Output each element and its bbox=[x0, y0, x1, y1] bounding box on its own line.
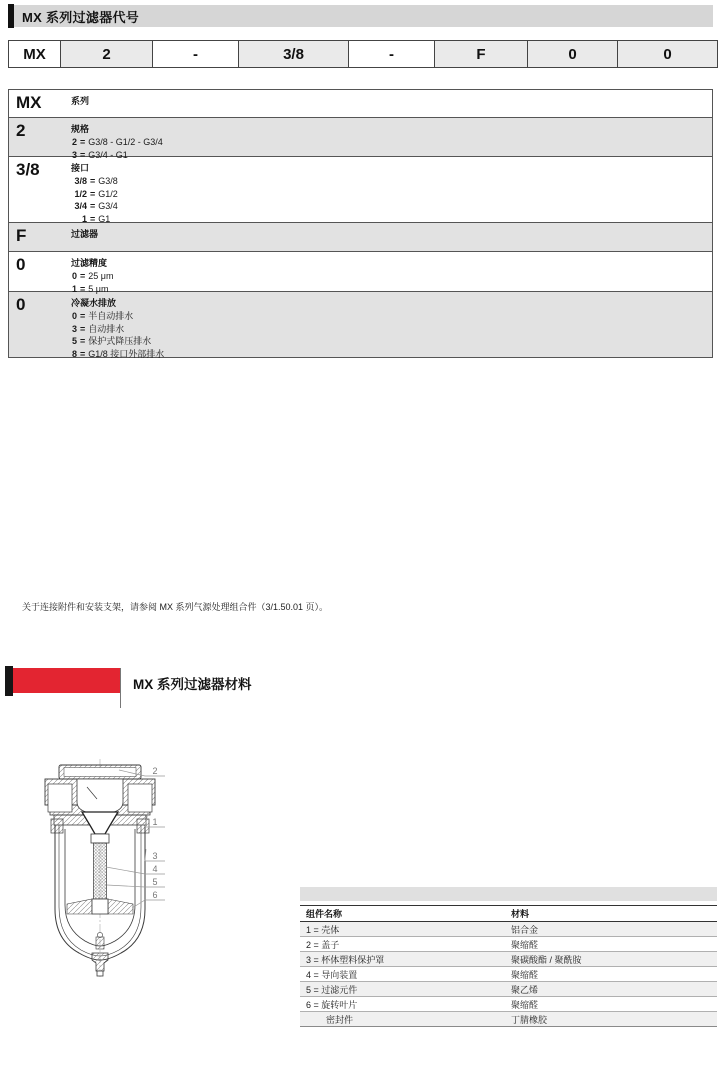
code-cell-5: F bbox=[434, 41, 527, 67]
material-value: 聚碳酸酯 / 聚酰胺 bbox=[511, 954, 582, 965]
spec-option: 2 = G3/8 - G1/2 - G3/4 bbox=[71, 137, 163, 148]
material-value: 聚缩醛 bbox=[511, 939, 539, 950]
callout-label-2: 2 bbox=[152, 766, 158, 776]
header-accent-bar bbox=[8, 4, 14, 28]
code-cell-3: 3/8 bbox=[238, 41, 348, 67]
material-value: 丁腈橡胶 bbox=[511, 1014, 548, 1025]
spec-option: 0 = 半自动排水 bbox=[71, 311, 134, 322]
banner-red-block bbox=[13, 668, 120, 693]
materials-table bbox=[300, 887, 717, 1027]
spec-option: 8 = G1/8 接口外部排水 bbox=[71, 348, 165, 359]
spec-row-code: 0 bbox=[16, 295, 26, 314]
code-cell-6: 0 bbox=[527, 41, 617, 67]
spec-option: 3 = 自动排水 bbox=[71, 323, 125, 334]
spec-row-title: 过滤器 bbox=[71, 229, 99, 239]
spec-row-title: 接口 bbox=[71, 163, 90, 173]
materials-table-top-bar bbox=[300, 887, 717, 901]
callout-label-3: 3 bbox=[152, 851, 158, 861]
spec-option: 0 = 25 μm bbox=[71, 271, 114, 282]
section-header-code bbox=[8, 5, 713, 27]
material-name: 3 = 杯体塑料保护罩 bbox=[306, 954, 385, 965]
material-row-6 bbox=[300, 1012, 717, 1027]
spec-row-title: 过滤精度 bbox=[71, 258, 108, 268]
filter-cross-section-diagram bbox=[35, 757, 165, 979]
material-name: 密封件 bbox=[326, 1014, 354, 1025]
callout-label-1: 1 bbox=[152, 817, 158, 827]
reference-note: 关于连接附件和安装支架，请参阅 MX 系列气源处理组合件（3/1.50.01 页）。 bbox=[22, 602, 329, 612]
material-row-0 bbox=[300, 922, 717, 937]
spec-row-content bbox=[71, 292, 164, 357]
spec-row-code: 3/8 bbox=[16, 160, 40, 179]
filter-element-part bbox=[94, 843, 107, 899]
spec-row-title: 冷凝水排放 bbox=[71, 298, 117, 308]
spec-row-code: F bbox=[16, 226, 27, 245]
right-port bbox=[128, 784, 152, 812]
spec-row-2 bbox=[9, 157, 712, 223]
spec-row-content bbox=[71, 90, 89, 117]
material-row-4 bbox=[300, 982, 717, 997]
spec-row-5 bbox=[9, 292, 712, 357]
vane-part bbox=[67, 899, 92, 914]
material-value: 铝合金 bbox=[511, 924, 539, 935]
drain-part bbox=[92, 953, 108, 971]
material-name: 6 = 旋转叶片 bbox=[306, 999, 358, 1010]
spec-option: 3/4 = G3/4 bbox=[74, 201, 118, 212]
spec-row-content bbox=[71, 223, 98, 251]
spec-row-code: 2 bbox=[16, 121, 26, 140]
material-name: 4 = 导向装置 bbox=[306, 969, 358, 980]
material-row-1 bbox=[300, 937, 717, 952]
material-value: 聚缩醛 bbox=[511, 969, 539, 980]
material-name: 5 = 过滤元件 bbox=[306, 984, 358, 995]
column-header-material: 材料 bbox=[511, 909, 530, 919]
spec-row-title: 系列 bbox=[71, 96, 90, 106]
code-cell-7: 0 bbox=[617, 41, 718, 67]
callout-label-6: 6 bbox=[152, 890, 158, 900]
column-header-name: 组件名称 bbox=[306, 909, 343, 919]
material-row-3 bbox=[300, 967, 717, 982]
code-cell-4: - bbox=[348, 41, 434, 67]
spec-row-4 bbox=[9, 252, 712, 292]
material-value: 聚乙烯 bbox=[511, 984, 539, 995]
ordering-code-row bbox=[8, 40, 718, 68]
ordering-code-table bbox=[8, 89, 713, 358]
section-title: MX 系列过滤器代号 bbox=[22, 9, 140, 25]
material-value: 聚缩醛 bbox=[511, 999, 539, 1010]
spec-option: 3/8 = G3/8 bbox=[74, 176, 118, 187]
callout-label-4: 4 bbox=[152, 864, 158, 874]
spec-row-content bbox=[71, 118, 163, 160]
guide-part bbox=[91, 834, 109, 843]
material-name: 2 = 盖子 bbox=[306, 939, 340, 950]
spec-row-1 bbox=[9, 118, 712, 160]
spec-row-code: 0 bbox=[16, 255, 26, 274]
spec-option: 1 = 5 μm bbox=[71, 283, 109, 294]
spec-row-code: MX bbox=[16, 93, 42, 112]
spec-row-title: 规格 bbox=[71, 124, 90, 134]
spec-option: 1 = G1 bbox=[81, 213, 111, 224]
materials-table-header bbox=[300, 905, 717, 922]
spec-option: 3 = G3/4 - G1 bbox=[71, 149, 128, 160]
spec-row-3 bbox=[9, 223, 712, 252]
section-title-materials: MX 系列过滤器材料 bbox=[133, 677, 252, 692]
spec-option: 1/2 = G1/2 bbox=[74, 188, 118, 199]
left-port bbox=[48, 784, 72, 812]
spec-option: 5 = 保护式降压排水 bbox=[71, 336, 152, 347]
callout-label-5: 5 bbox=[152, 877, 158, 887]
material-name: 1 = 壳体 bbox=[306, 924, 340, 935]
spec-row-content bbox=[71, 252, 114, 294]
code-cell-0: MX bbox=[8, 41, 60, 67]
spec-row-content bbox=[71, 157, 118, 222]
banner-accent-bar bbox=[5, 666, 13, 696]
code-cell-2: - bbox=[152, 41, 238, 67]
material-row-2 bbox=[300, 952, 717, 967]
material-row-5 bbox=[300, 997, 717, 1012]
spec-row-0 bbox=[9, 90, 712, 118]
materials-table-body bbox=[300, 922, 717, 1027]
code-cell-1: 2 bbox=[60, 41, 152, 67]
banner-divider-line bbox=[120, 668, 121, 708]
